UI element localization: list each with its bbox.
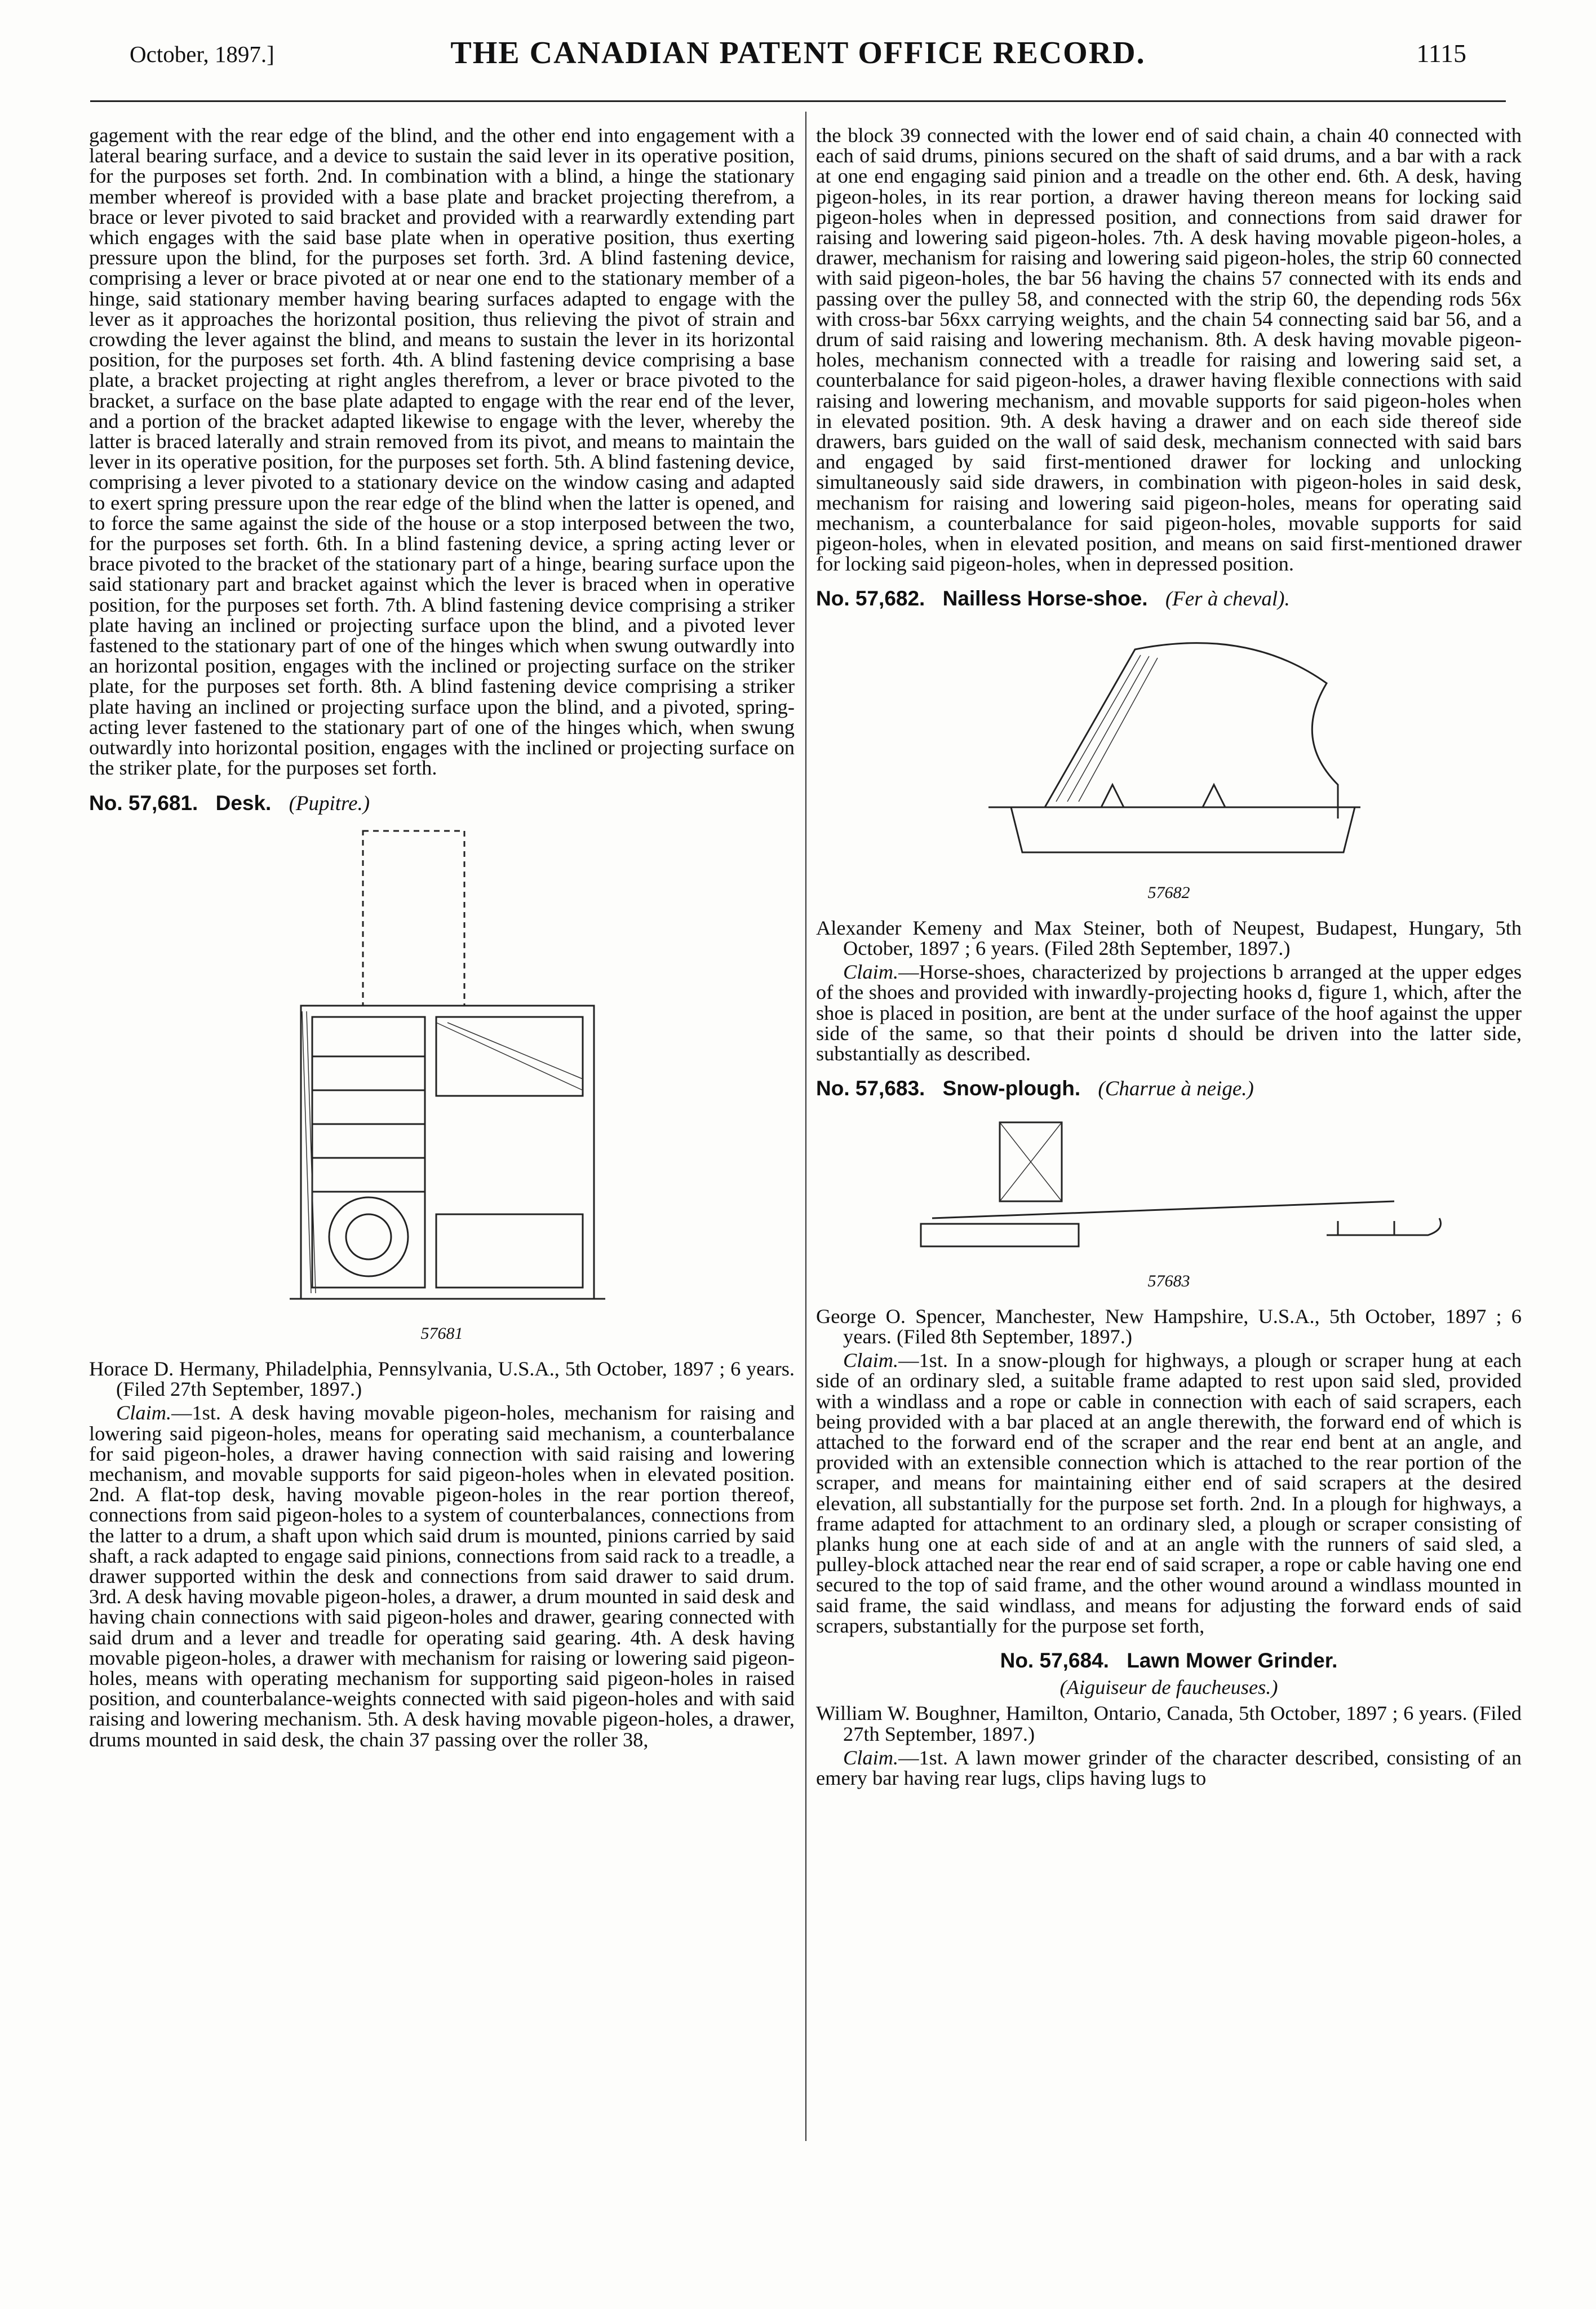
patent-heading-57682: [816, 589, 1522, 609]
patent-number: No. 57,684.: [1000, 1648, 1109, 1672]
continued-claims-text: gagement with the rear edge of the blind, and the other end into engagement with a lateral bearing surface, and a device to sustain the said lever in its operative position, for the purposes set forth. 2nd. In combination with a blind, a hinge the stationary member whereof is provided with a base plate and bracket projecting therefrom, a brace or lever pivoted to said bracket and provided with a rearwardly extending part which engages with the said base plate when in operative position, thus exerting pressure upon the blind, for the purposes set forth. 3rd. A blind fastening device, comprising a lever or brace pivoted at or near one end to the stationary member of a hinge, said stationary member having bearing surfaces adapted to engage with the lever as it approaches the horizontal position, thus relieving the pivot of strain and crowding the lever against the blind, and means to sustain the lever in its horizontal position, for the purposes set forth. 4th. A blind fastening device comprising a base plate, a bracket projecting at right angles therefrom, a lever or brace pivoted to the bracket, a surface on the base plate adapted to engage with the rear end of the lever, and a portion of the bracket adapted likewise to engage with the lever, whereby the latter is braced laterally and strain removed from its pivot, and means to maintain the lever in its operative position, for the purposes set forth. 5th. A blind fastening device, comprising a lever pivoted to a stationary device on the window casing and adapted to exert spring pressure upon the rear edge of the blind when the latter is opened, and to force the same against the side of the house or a stop interposed between the two, for the purposes set forth. 6th. In a blind fastening device, a spring acting lever or brace pivoted to the bracket of the stationary part of a hinge, bearing surface upon the said stationary part and bracket against which the lever is braced when in operative position, for the purposes set forth. 7th. A blind fastening device comprising a striker plate having an inclined or projecting surface upon the blind, and a pivoted lever fastened to the stationary part of one of the hinges which when swung outwardly into an horizontal position, engages with the inclined or projecting surface on the striker plate, for the purposes set forth. 8th. A blind fastening device comprising a striker plate having an inclined or projecting surface upon the blind, and a pivoted, spring-acting lever fastened to the stationary part of one of the hinges which, when swung outwardly into horizontal position, engages with the inclined or projecting surface on the striker plate, for the purposes set forth.: [89, 124, 795, 780]
patent-number: No. 57,682.: [816, 587, 925, 611]
patent-heading-57683: [816, 1078, 1522, 1099]
patent-heading-57684: [816, 1648, 1522, 1672]
inventor-line: William W. Boughner, Hamilton, Ontario, Canada, 5th October, 1897 ; 6 years. (Filed 27th September, 1897.): [816, 1702, 1522, 1745]
patent-french-title: (Fer à cheval).: [1165, 587, 1290, 611]
patent-number: No. 57,681.: [89, 791, 198, 815]
horseshoe-figure: [816, 616, 1522, 903]
figure-label: 57682: [1147, 883, 1190, 902]
figure-label: 57681: [420, 1324, 463, 1343]
claim-label: Claim.: [843, 1349, 899, 1372]
inventor-line: Alexander Kemeny and Max Steiner, both of Neupest, Budapest, Hungary, 5th October, 1897 ; 6 years. (Filed 28th September, 1897.): [816, 916, 1522, 960]
patent-number: No. 57,683.: [816, 1077, 925, 1100]
continued-claims-text: the block 39 connected with the lower end of said chain, a chain 40 connected with each of said drums, pinions secured on the shaft of said drums, and a bar with a rack at one end engaging said pinion and a treadle on the other end. 6th. A desk, having pigeon-holes, in its rear portion, a drawer having thereon means for locking said pigeon-holes when in depressed position, and connections from said drawer for raising and lowering said pigeon-holes. 7th. A desk having movable pigeon-holes, a drawer, mechanism for raising and lowering said pigeon-holes, the strip 60 connected with said pigeon-holes, the bar 56 having the chains 57 connected with its ends and passing over the pulley 58, and connected with the strip 60, the depending rods 56x with cross-bar 56xx carrying weights, and the chain 54 connecting said bar 56, and a drum of said raising and lowering mechanism. 8th. A desk having movable pigeon-holes, mechanism connected with a treadle for raising and lowering said set, a counterbalance for said pigeon-holes, a drawer having flexible connections with said raising and lowering mechanism, and movable supports for said pigeon-holes when in elevated position. 9th. A desk having a drawer and on each side thereof side drawers, bars guided on the wall of said desk, mechanism connected with said bars and engaged by said first-mentioned drawer for locking and unlocking simultaneously said side drawers, in combination with pigeon-holes in said desk, mechanism for raising and lowering said pigeon-holes, means for operating said mechanism, a counterbalance for said pigeon-holes, movable supports for said pigeon-holes, when in elevated position, and means on said first-mentioned drawer for locking said pigeon-holes, when in depressed position.: [816, 124, 1522, 576]
page-header: [85, 33, 1511, 81]
desk-figure: [89, 820, 795, 1344]
desk-drawing: [267, 820, 617, 1327]
claim-paragraph: [816, 962, 1522, 1064]
patent-heading-57681: [89, 793, 795, 814]
patent-french-title: (Aiguiseur de faucheuses.): [1059, 1676, 1278, 1699]
column-divider: [805, 112, 806, 2141]
page-number: 1115: [1416, 39, 1466, 68]
left-column: [89, 125, 795, 1750]
inventor-line: George O. Spencer, Manchester, New Hampshire, U.S.A., 5th October, 1897 ; 6 years. (Filed 8th September, 1897.): [816, 1304, 1522, 1348]
patent-title: Snow-plough.: [942, 1077, 1081, 1100]
claim-text: —1st. In a snow-plough for highways, a plough or scraper hung at each side of an ordinary sled, a suitable frame adapted to rest upon said sled, provided with a windlass and a rope or cable in connection with each of said scrapers, each being provided with a bar placed at an angle therewith, the forward end of which is attached to the forward end of the scraper and the rear end bent at an angle, and provided with an extensible connection which is attached to the rear portion of the scraper, and means for maintaining either end of said scrapers at the desired elevation, all substantially for the purpose set forth. 2nd. In a plough for highways, a frame adapted for attachment to an ordinary sled, a plough or scraper consisting of planks hung one at each side of and at an angle with the runners of said sled, a pulley-block attached near the rear end of said scraper, a rope or cable having one end secured to the top of said frame, and the other wound around a windlass mounted in said frame, the said windlass, and means for adjusting the forward ends of said scrapers, substantially for the purpose set forth,: [816, 1349, 1522, 1637]
claim-text: —1st. A lawn mower grinder of the character described, consisting of an emery bar having rear lugs, clips having lugs to: [816, 1746, 1522, 1789]
header-date: October, 1897.]: [130, 41, 274, 67]
patent-french-title: (Charrue à neige.): [1098, 1077, 1254, 1101]
figure-label: 57683: [1147, 1271, 1190, 1290]
claim-label: Claim.: [843, 1746, 899, 1769]
horseshoe-drawing: [955, 616, 1383, 886]
claim-label: Claim.: [843, 961, 899, 984]
patent-french-title: (Pupitre.): [289, 791, 370, 815]
claim-label: Claim.: [116, 1401, 172, 1425]
header-title: THE CANADIAN PATENT OFFICE RECORD.: [450, 36, 1146, 70]
patent-title: Lawn Mower Grinder.: [1127, 1648, 1338, 1672]
claim-text: —1st. A desk having movable pigeon-holes, mechanism for raising and lowering said pigeon-holes, means for operating said mechanism, a counterbalance for said pigeon-holes, a drawer having connection with said raising and lowering mechanism, and movable supports for said pigeon-holes when in elevated position. 2nd. A flat-top desk, having movable pigeon-holes in the rear portion thereof, connections from said pigeon-holes to a system of counterbalances, connections from the latter to a drum, a shaft upon which said drum is mounted, pinions carried by said shaft, a rack adapted to engage said pinions, connections from said rack to a treadle, a drawer supported within the desk and connections from said drawer to said drum. 3rd. A desk having movable pigeon-holes, a drawer, a drum mounted in said desk and having chain connections with said pigeon-holes and drawer, gearing connected with said drum and a lever and treadle for operating said gearing. 4th. A desk having movable pigeon-holes, a drawer with mechanism for raising or lowering said pigeon-holes, means with operating mechanism for supporting said pigeon-holes in raised position, and counterbalance-weights connected with said pigeon-holes and with said raising and lowering mechanism. 5th. A desk having movable pigeon-holes, a drawer, drums mounted in said desk, the chain 37 passing over the roller 38,: [89, 1401, 795, 1751]
patent-title: Nailless Horse-shoe.: [942, 587, 1148, 611]
right-column: [816, 125, 1522, 1788]
claim-paragraph: [816, 1748, 1522, 1788]
snow-plough-drawing: [887, 1105, 1451, 1275]
patent-title: Desk.: [215, 791, 272, 815]
claim-text: —Horse-shoes, characterized by projections b arranged at the upper edges of the shoes and provided with inwardly-projecting hooks d, figure 1, which, after the shoe is placed in position, are bent at the under surface of the hoof against the upper side of the same, so that their points d should be driven into the latter side, substantially as described.: [816, 961, 1522, 1065]
snow-plough-figure: [816, 1105, 1522, 1291]
header-rule: [90, 100, 1506, 102]
claim-paragraph: [816, 1350, 1522, 1636]
claim-paragraph: [89, 1403, 795, 1749]
inventor-line: Horace D. Hermany, Philadelphia, Pennsylvania, U.S.A., 5th October, 1897 ; 6 years. (Filed 27th September, 1897.): [89, 1357, 795, 1401]
